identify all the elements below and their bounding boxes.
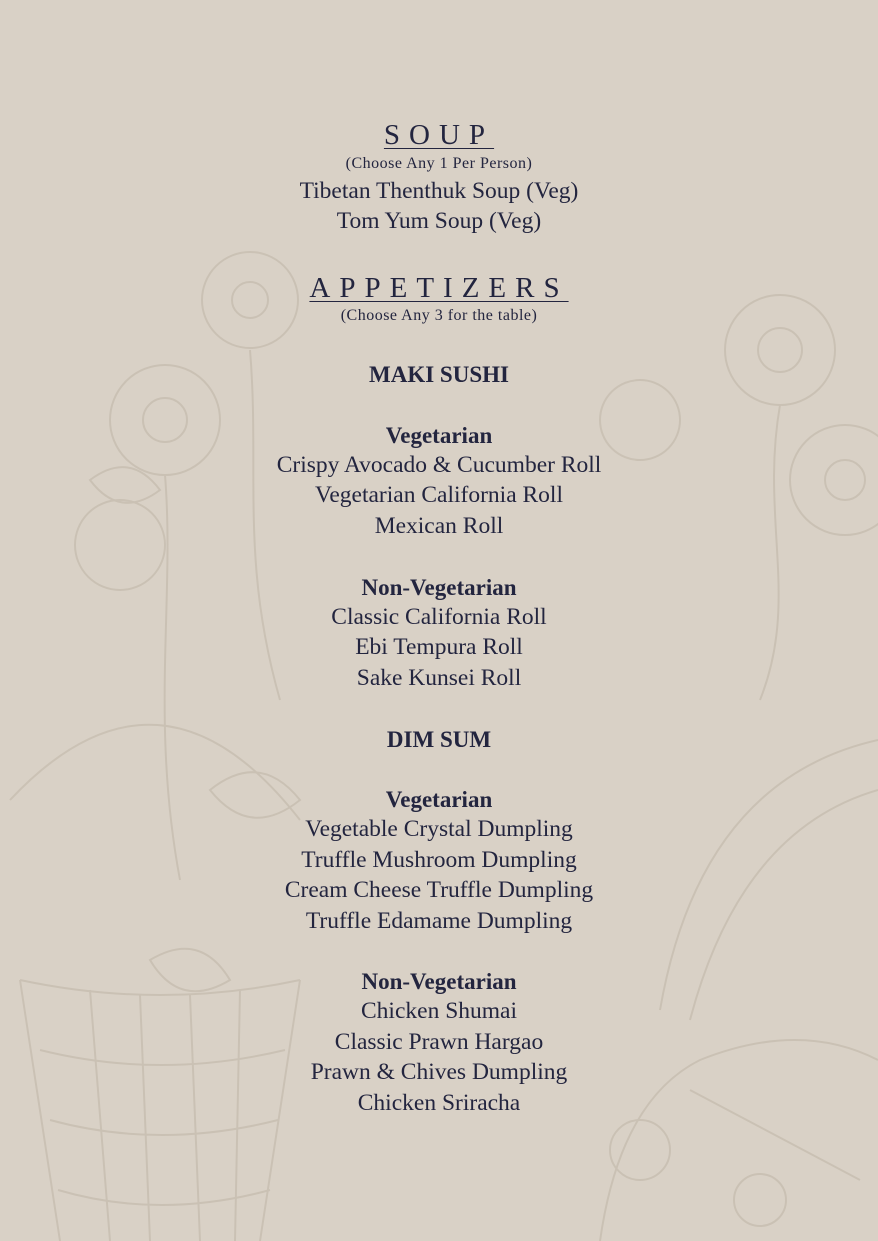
menu-item: Tom Yum Soup (Veg) <box>336 208 542 234</box>
menu-item: Ebi Tempura Roll <box>355 634 523 660</box>
menu-item: Mexican Roll <box>374 513 504 539</box>
subcategory-heading-vegetarian: Vegetarian <box>385 787 493 812</box>
subcategory-heading-non-vegetarian: Non-Vegetarian <box>361 969 517 994</box>
subcategory-heading-non-vegetarian: Non-Vegetarian <box>361 575 517 600</box>
soup-note: (Choose Any 1 Per Person) <box>345 155 533 172</box>
menu-item: Tibetan Thenthuk Soup (Veg) <box>299 178 579 204</box>
menu-item: Vegetarian California Roll <box>315 482 563 508</box>
appetizers-heading: APPETIZERS <box>309 272 569 304</box>
menu-item: Classic California Roll <box>331 604 547 630</box>
menu-item: Cream Cheese Truffle Dumpling <box>284 877 594 903</box>
menu-item: Prawn & Chives Dumpling <box>310 1059 568 1085</box>
appetizers-note: (Choose Any 3 for the table) <box>340 307 538 324</box>
category-heading-maki-sushi: MAKI SUSHI <box>369 362 509 387</box>
subcategory-heading-vegetarian: Vegetarian <box>385 423 493 448</box>
soup-heading: SOUP <box>383 119 495 151</box>
category-heading-dim-sum: DIM SUM <box>386 727 492 752</box>
menu-item: Truffle Edamame Dumpling <box>305 908 573 934</box>
menu-item: Classic Prawn Hargao <box>334 1029 544 1055</box>
menu-item: Vegetable Crystal Dumpling <box>305 816 573 842</box>
menu-item: Truffle Mushroom Dumpling <box>301 847 577 873</box>
menu-item: Crispy Avocado & Cucumber Roll <box>276 452 602 478</box>
menu-item: Chicken Shumai <box>361 998 517 1024</box>
menu-item: Sake Kunsei Roll <box>356 665 522 691</box>
menu-item: Chicken Sriracha <box>357 1090 521 1116</box>
